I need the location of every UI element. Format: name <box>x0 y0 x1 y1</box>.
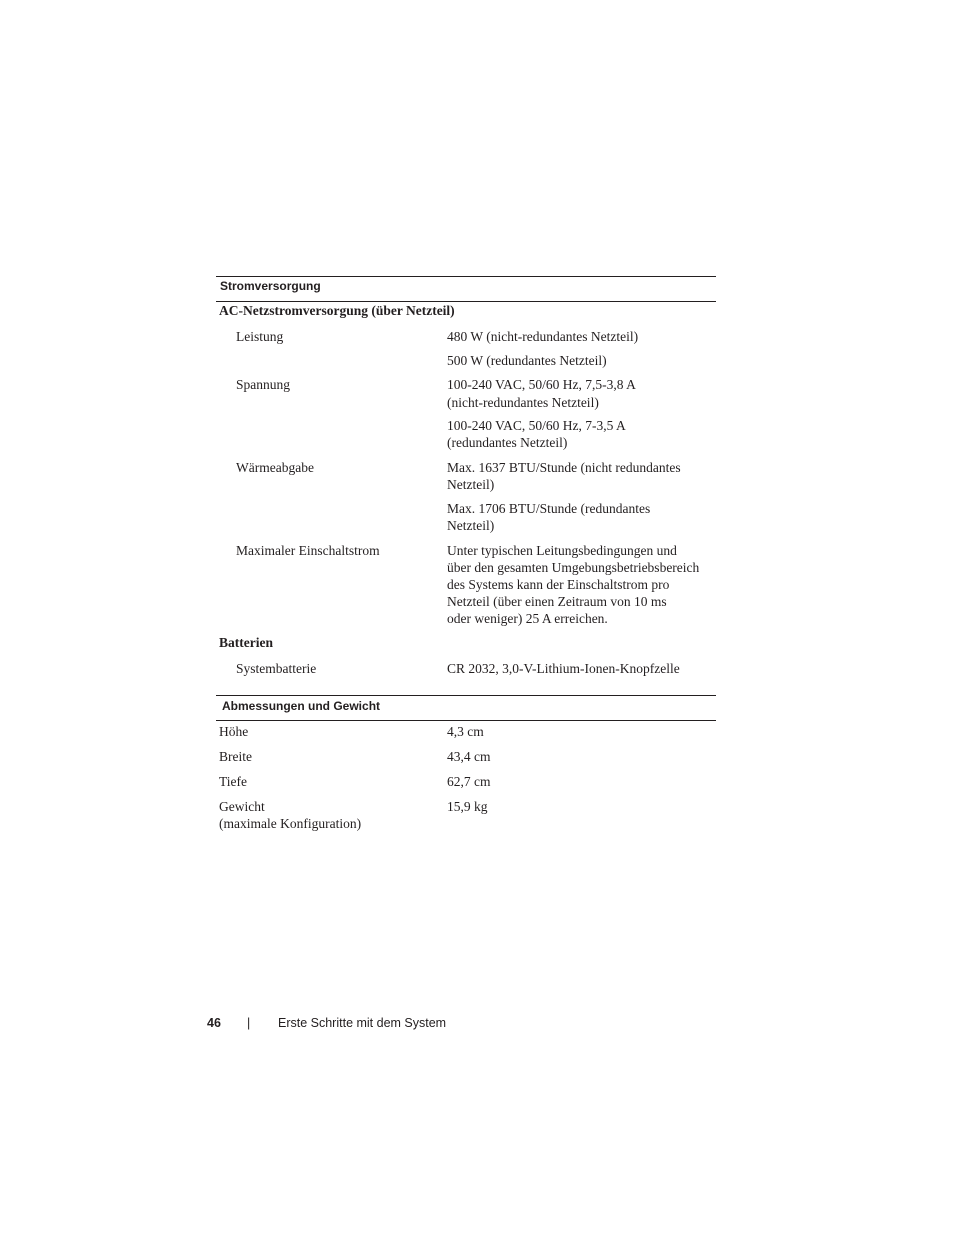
row-value-einschaltstrom-3: des Systems kann der Einschaltstrom pro <box>447 577 670 592</box>
row-label-gewicht-2: (maximale Konfiguration) <box>219 816 362 831</box>
row-label-spannung: Spannung <box>236 377 290 392</box>
row-value-leistung-2: 500 W (redundantes Netzteil) <box>447 353 607 368</box>
row-value-einschaltstrom-5: oder weniger) 25 A erreichen. <box>447 611 608 626</box>
row-value-tiefe: 62,7 cm <box>447 774 491 789</box>
row-label-waermeabgabe: Wärmeabgabe <box>236 460 314 475</box>
row-label-systembatterie: Systembatterie <box>236 661 317 676</box>
row-value-waermeabgabe-1a: Max. 1637 BTU/Stunde (nicht redundantes <box>447 460 681 475</box>
row-value-systembatterie: CR 2032, 3,0-V-Lithium-Ionen-Knopfzelle <box>447 661 680 676</box>
subheading-ac-power: AC-Netzstromversorgung (über Netzteil) <box>219 303 455 318</box>
row-value-spannung-1a: 100-240 VAC, 50/60 Hz, 7,5-3,8 A <box>447 377 636 392</box>
table-header-rule-dimensions <box>216 720 716 721</box>
section-heading-power: Stromversorgung <box>220 279 321 293</box>
table-header-rule-power <box>216 301 716 302</box>
row-value-einschaltstrom-4: Netzteil (über einen Zeitraum von 10 ms <box>447 594 667 609</box>
row-label-leistung: Leistung <box>236 329 284 344</box>
row-value-waermeabgabe-1b: Netzteil) <box>447 477 495 492</box>
row-label-tiefe: Tiefe <box>219 774 248 789</box>
footer-separator: | <box>247 1016 251 1030</box>
row-value-hoehe: 4,3 cm <box>447 724 484 739</box>
row-value-breite: 43,4 cm <box>447 749 491 764</box>
row-label-breite: Breite <box>219 749 252 764</box>
row-value-einschaltstrom-1: Unter typischen Leitungsbedingungen und <box>447 543 677 558</box>
row-label-gewicht-1: Gewicht <box>219 799 265 814</box>
footer-title: Erste Schritte mit dem System <box>278 1016 447 1030</box>
row-value-leistung-1: 480 W (nicht-redundantes Netzteil) <box>447 329 639 344</box>
row-value-spannung-2b: (redundantes Netzteil) <box>447 435 568 450</box>
row-value-gewicht: 15,9 kg <box>447 799 488 814</box>
section-heading-dimensions: Abmessungen und Gewicht <box>222 699 381 713</box>
row-label-einschaltstrom: Maximaler Einschaltstrom <box>236 543 380 558</box>
row-value-spannung-2a: 100-240 VAC, 50/60 Hz, 7-3,5 A <box>447 418 626 433</box>
table-top-rule-power <box>216 276 716 277</box>
row-label-hoehe: Höhe <box>219 724 249 739</box>
table-top-rule-dimensions <box>216 695 716 696</box>
page-number: 46 <box>207 1016 221 1030</box>
subheading-batterien: Batterien <box>219 635 273 650</box>
row-value-einschaltstrom-2: über den gesamten Umgebungsbetriebsbereich <box>447 560 700 575</box>
row-value-spannung-1b: (nicht-redundantes Netzteil) <box>447 395 599 410</box>
row-value-waermeabgabe-2b: Netzteil) <box>447 518 495 533</box>
row-value-waermeabgabe-2a: Max. 1706 BTU/Stunde (redundantes <box>447 501 651 516</box>
